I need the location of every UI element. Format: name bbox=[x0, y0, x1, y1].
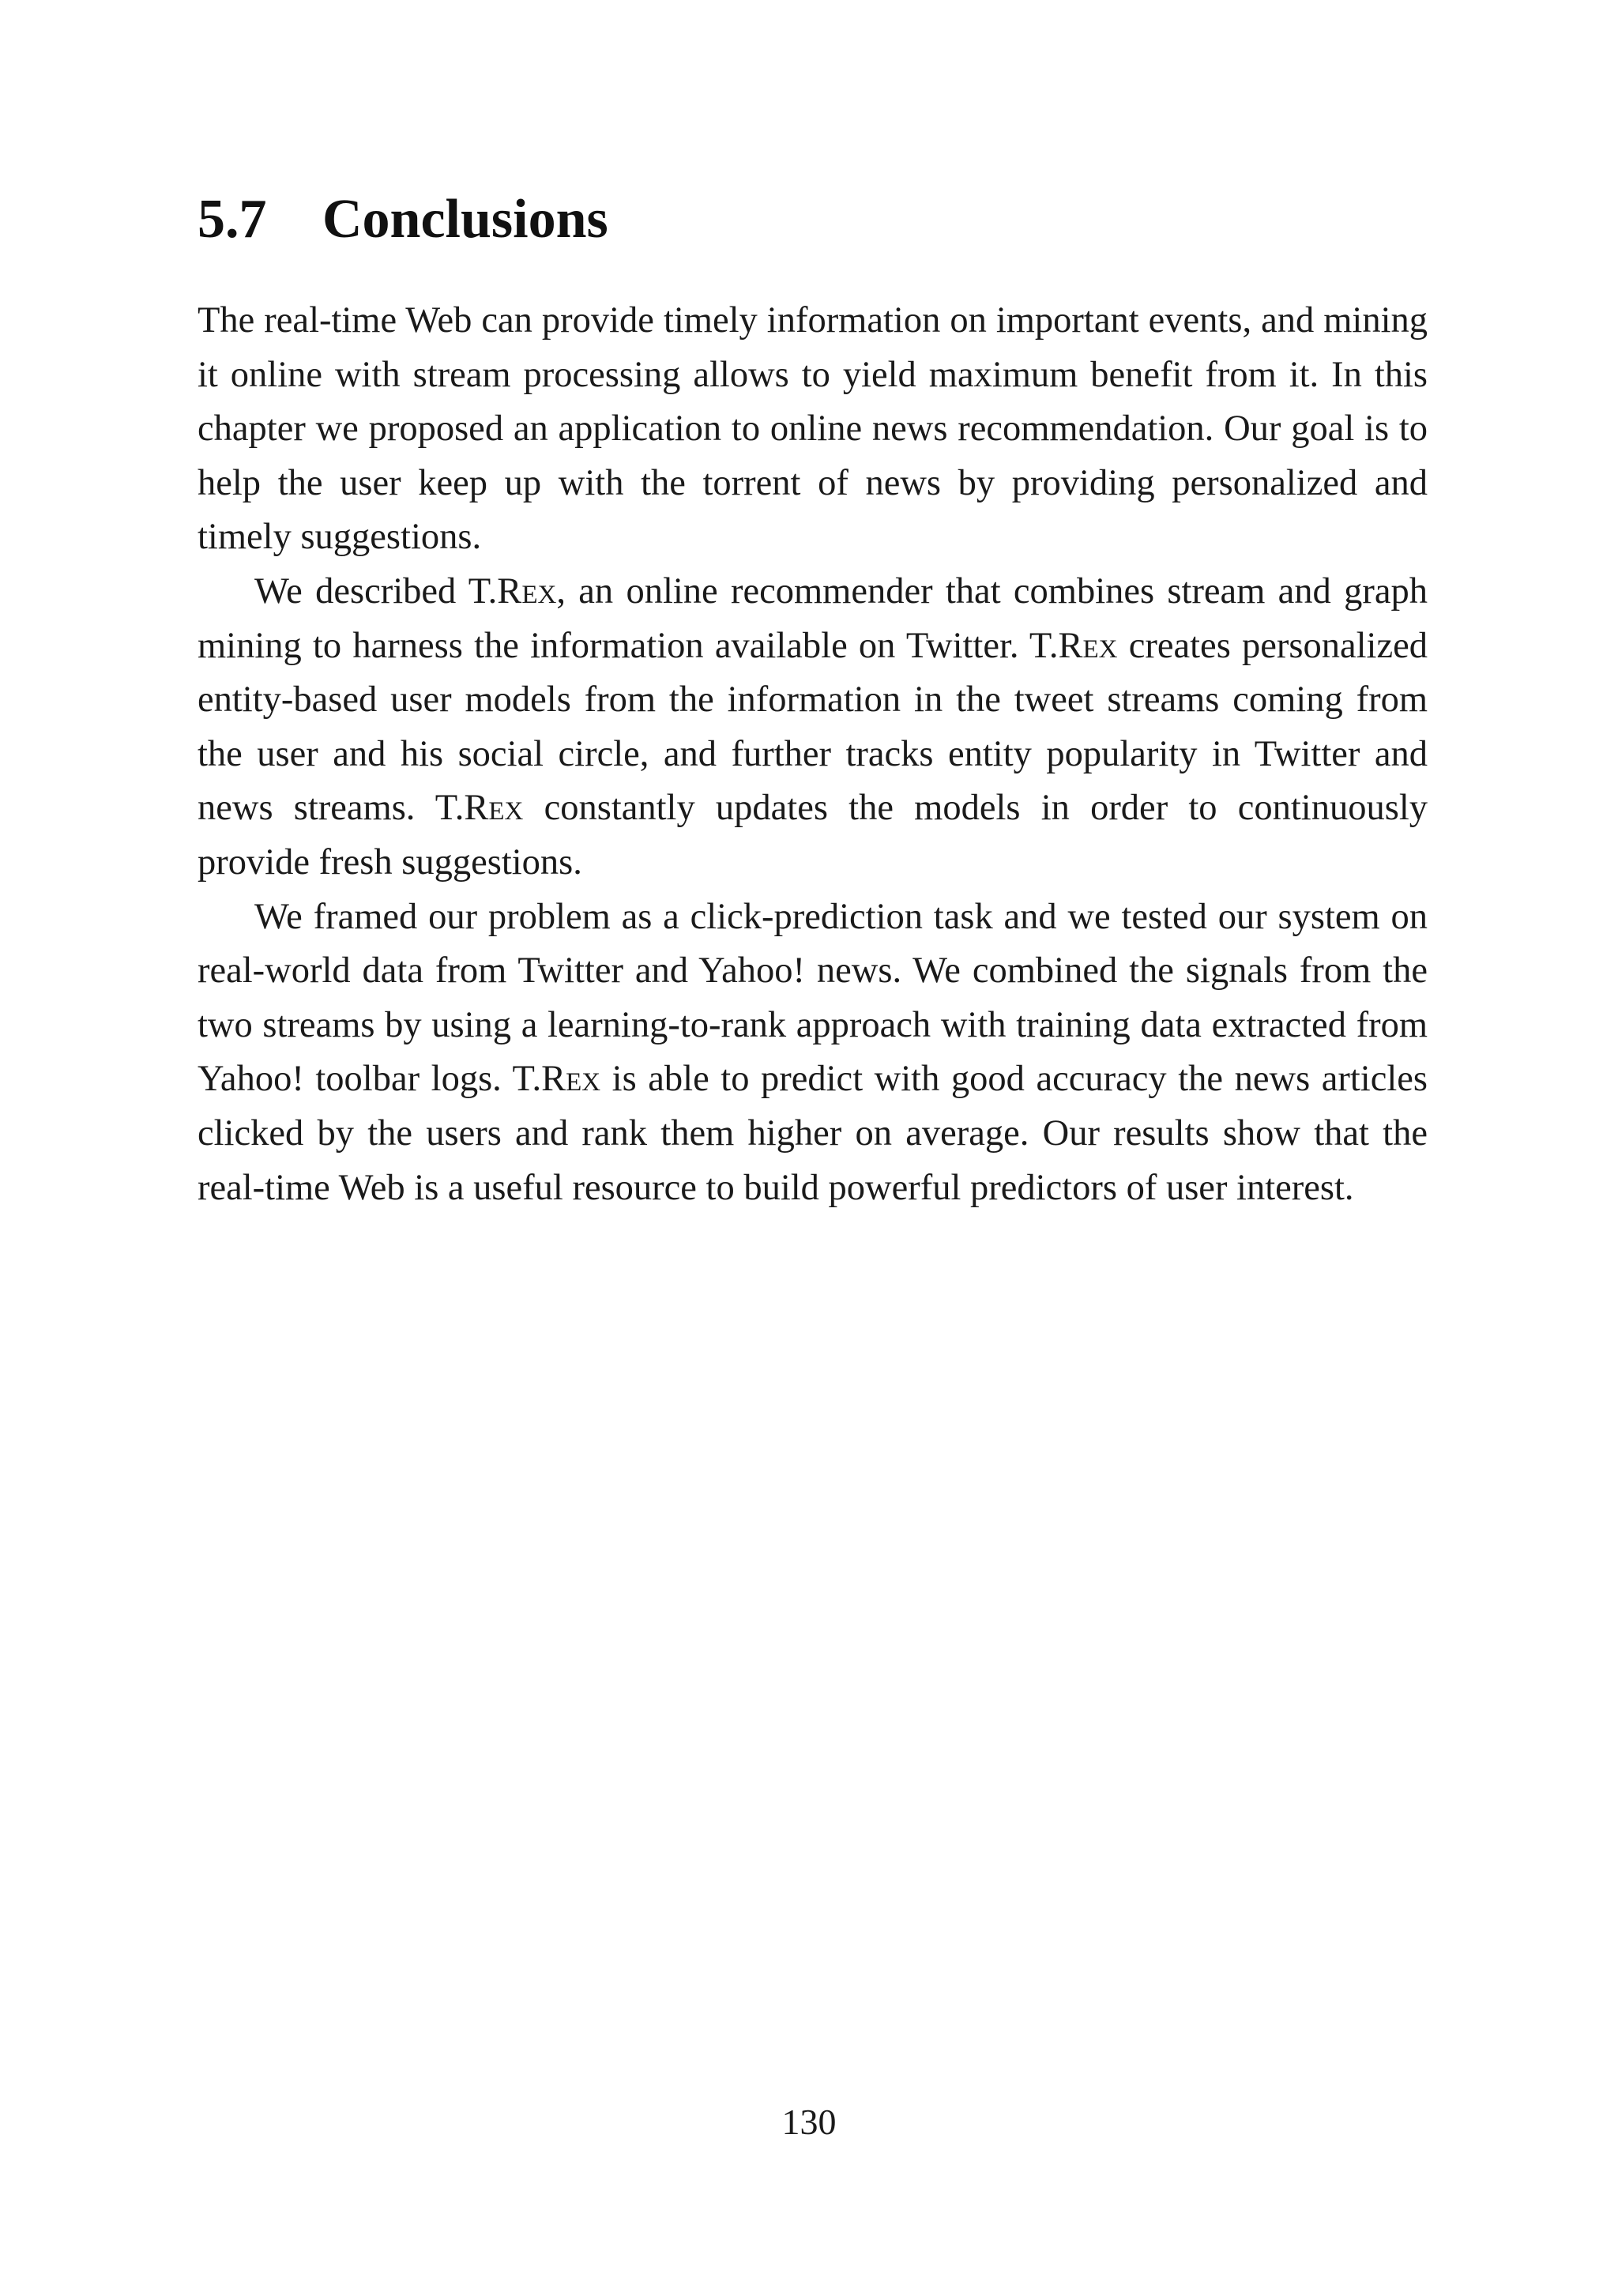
paragraph-text: , an online recommender that combines stream and graph mining to harness the information available on Twitter. bbox=[198, 570, 1428, 666]
paragraph-text: The real-time Web can provide timely information on important events, and mining it online with stream processing allows to yield maximum benefit from it. In this chapter we proposed an application to online news recommendation. Our goal is to help the user keep up with the torrent of news by providing personalized and timely suggestions. bbox=[198, 300, 1428, 558]
page-number: 130 bbox=[781, 2102, 837, 2142]
section-title: Conclusions bbox=[322, 189, 608, 250]
paragraph-1 bbox=[198, 294, 1428, 565]
section-heading bbox=[198, 180, 608, 259]
section-number: 5.7 bbox=[198, 189, 267, 250]
system-name: T.Rex bbox=[1029, 625, 1118, 666]
paragraph-text: constantly updates the models in order to continuously provide fresh suggestions. bbox=[198, 788, 1428, 883]
section-body bbox=[198, 294, 1428, 1215]
system-name: T.Rex bbox=[512, 1059, 601, 1100]
paragraph-text: We described bbox=[254, 570, 468, 612]
system-name: T.Rex bbox=[435, 788, 524, 829]
paragraph-2 bbox=[198, 565, 1428, 890]
system-name: T.Rex bbox=[468, 570, 557, 612]
paragraph-text: We framed our problem as a click-prediction task and we tested our system on real-world data from Twitter and Yahoo! news. We combined the signals from the two streams by using a learning-to-rank approach with training data extracted from Yahoo! toolbar logs. bbox=[198, 896, 1428, 1100]
paragraph-text: creates personalized entity-based user models from the information in the tweet streams coming from the user and his social circle, and further tracks entity popularity in Twitter and news streams. bbox=[198, 625, 1428, 829]
paragraph-3 bbox=[198, 890, 1428, 1216]
paragraph-text: is able to predict with good accuracy the news articles clicked by the users and rank them higher on average. Our results show that the real-time Web is a useful resource to build powerful predictors of user interest. bbox=[198, 1059, 1428, 1208]
